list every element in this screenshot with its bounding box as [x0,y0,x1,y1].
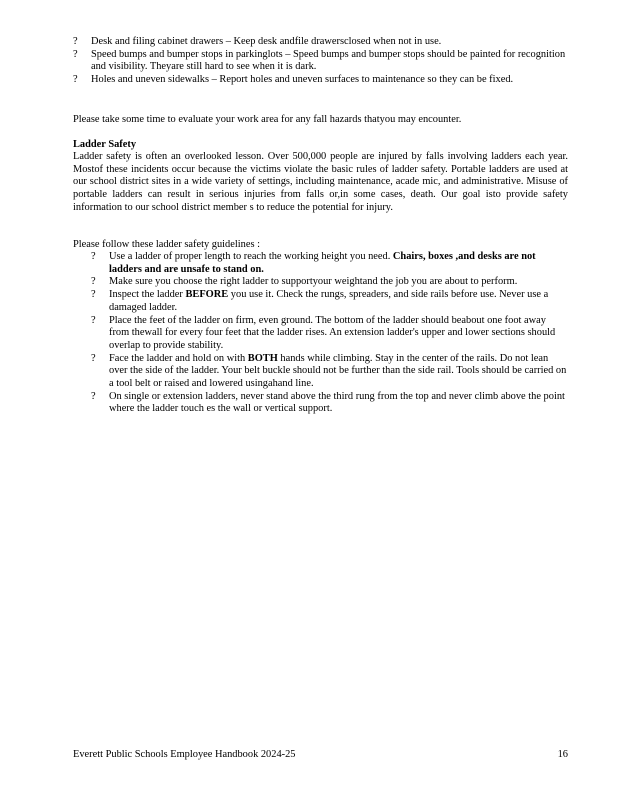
list-item-bold-text: BOTH [247,352,278,364]
fall-hazard-list [73,36,568,87]
list-item-text: Inspect the ladder [109,289,186,301]
list-item-text: Use a ladder of proper length to reach the working height you need. [109,251,393,262]
page-number: 16 [557,749,568,760]
bullet-mark: ? [91,390,96,402]
list-item [91,289,568,314]
list-item-text: On single or extension ladders, never stand above the third rung from the top and never climb above the point where the ladder touch es the wall or vertical support. [109,390,565,415]
list-item-text: you use it. Check the rungs, spreaders, and side rails before use. Never use a damaged ladder. [109,289,549,313]
list-item-text: Holes and uneven sidewalks – Report holes and uneven surfaces to maintenance so they can be fixed. [91,74,514,86]
list-item [91,315,568,353]
list-item-text: Speed bumps and bumper stops in parkinglots – Speed bumps and bumper stops should be painted for recognition and visibility. Theyare still hard to see when it is dark. [91,48,566,73]
list-item [73,49,568,74]
list-item [91,251,568,276]
list-item [73,74,568,87]
list-item [91,353,568,391]
ladder-guidelines-list [91,251,568,416]
list-item-text: Desk and filing cabinet drawers – Keep desk andfile drawersclosed when not in use. [91,36,442,47]
bullet-mark: ? [73,36,78,47]
bullet-mark: ? [91,276,96,288]
bullet-mark: ? [91,251,96,262]
list-item-text: Face the ladder and hold on with [109,352,248,364]
bullet-mark: ? [91,289,96,301]
guidelines-intro: Please follow these ladder safety guidelines : [73,239,260,250]
list-item-text: Place the feet of the ladder on firm, even ground. The bottom of the ladder should beabout one foot away from thewall for every four feet that the ladder rises. An extension ladder's upper and lower sections should overlap to provide stability. [109,314,556,351]
bullet-mark: ? [73,48,78,60]
list-item [91,391,568,416]
section-heading: Ladder Safety [73,139,137,150]
list-item-bold-text: Chairs, boxes ,and desks are not ladders and are unsafe to stand on. [109,251,536,275]
list-item-text: Make sure you choose the right ladder to supportyour weightand the job you are about to perform. [109,276,518,288]
list-item-bold-text: BEFORE [185,289,229,301]
list-item [73,36,568,49]
bullet-mark: ? [73,74,78,86]
ladder-intro-paragraph: Ladder safety is often an overlooked lesson. Over 500,000 people are injured by falls involving ladders each year. Mostof these incidents occur because the victims violate the basic rules of ladder safety. Portable ladders are used at our school district sites in a wide variety of settings, including maintenance, acade mic, and administrative. Misuse of portable ladders can result in serious injuries from falls or,in some cases, death. Our goal isto provide safety information to our school district member s to reduce the potential for injury. [73,151,568,213]
list-item-text: hands while climbing. Stay in the center of the rails. Do not lean over the side of the ladder. Your belt buckle should not be further than the side rail. Tools should be carried on a tool belt or raised and lowered usingahand line. [109,352,567,390]
bullet-mark: ? [91,314,96,326]
footer-title: Everett Public Schools Employee Handbook 2024-25 [73,749,296,760]
list-item [91,276,568,289]
bullet-mark: ? [91,352,96,364]
fall-hazard-note: Please take some time to evaluate your work area for any fall hazards thatyou may encounter. [73,114,462,125]
